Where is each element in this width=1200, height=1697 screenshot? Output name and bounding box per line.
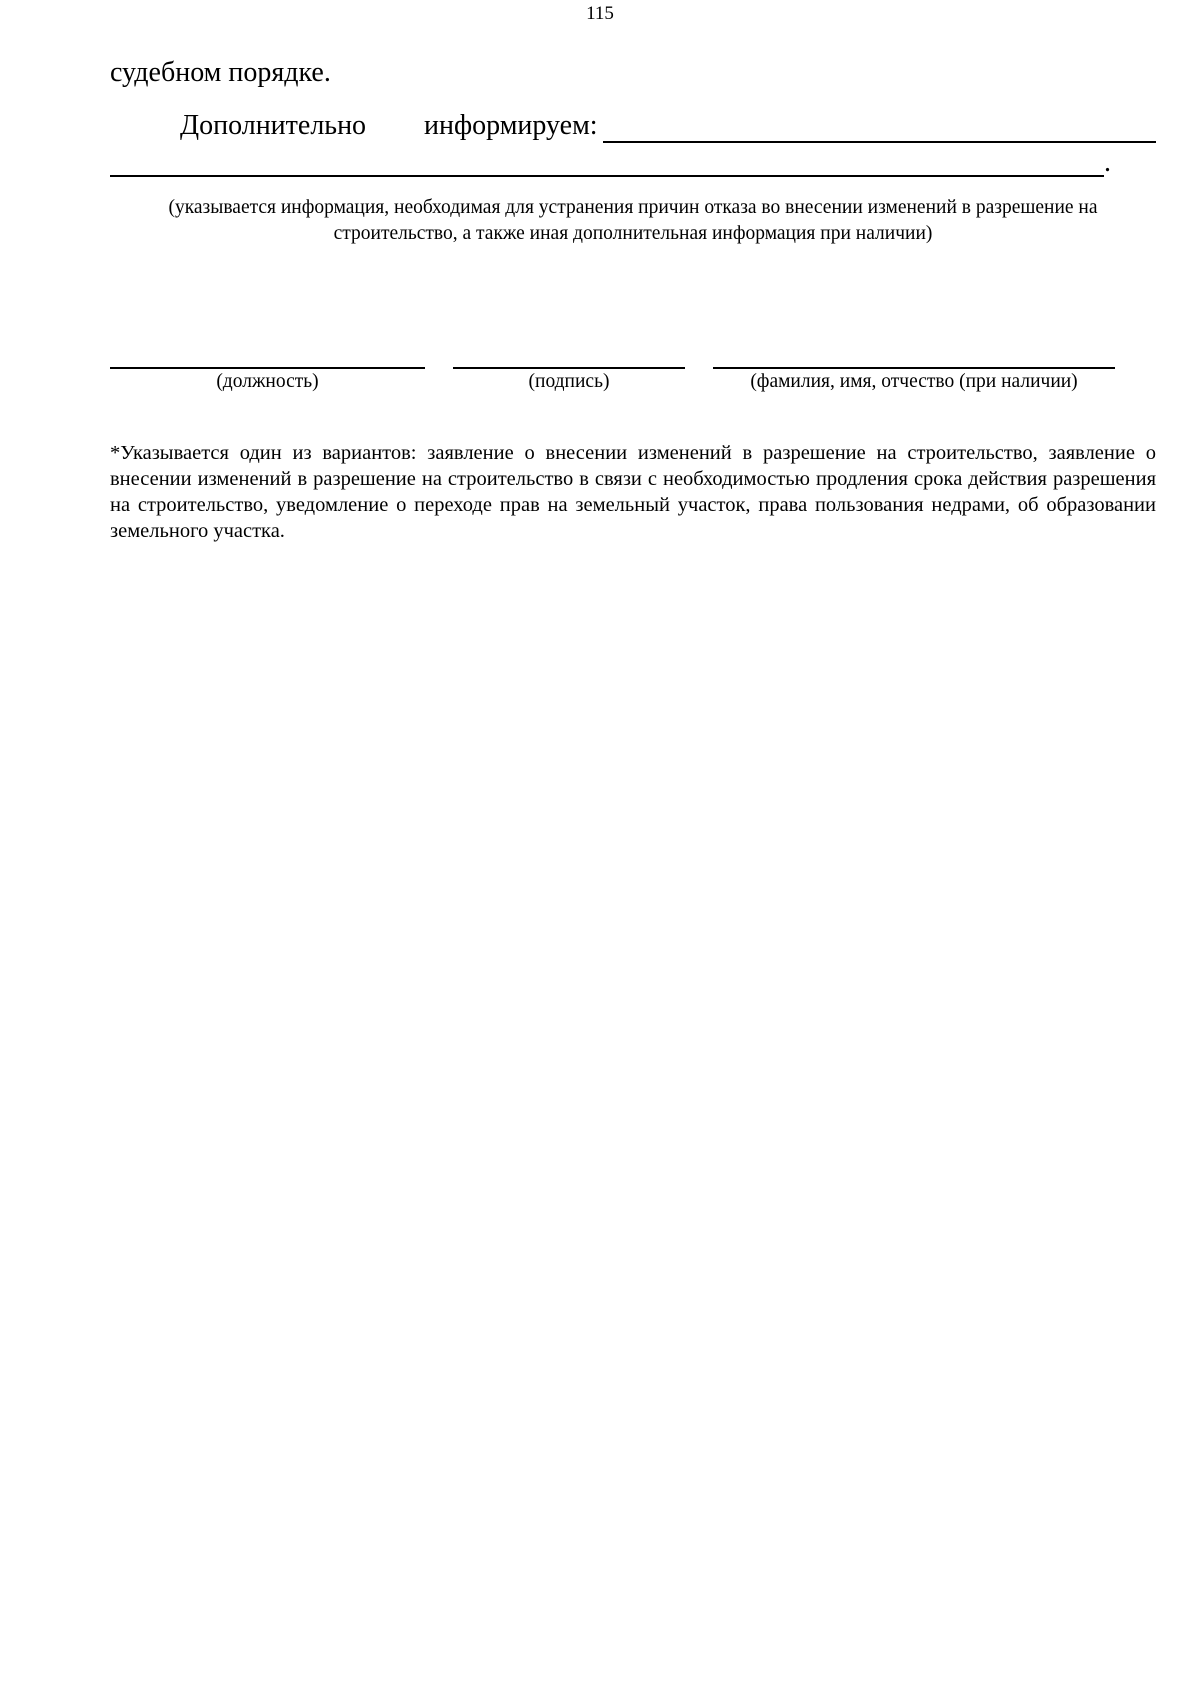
position-caption: (должность)	[216, 371, 319, 392]
additional-info-label-word-2: информируем:	[424, 110, 598, 141]
additional-info-fill-line-2	[110, 175, 1104, 177]
full-name-caption: (фамилия, имя, отчество (при наличии)	[750, 371, 1078, 392]
signature-caption: (подпись)	[528, 371, 610, 392]
position-signature-line	[110, 367, 425, 369]
signature-line	[453, 367, 685, 369]
additional-info-label-word-1: Дополнительно	[180, 110, 367, 141]
additional-info-hint: (указывается информация, необходимая для устранения причин отказа во внесении изменений в разрешение на строительство, а также иная дополнительная информация при наличии)	[168, 197, 1098, 244]
additional-info-end-period: .	[1104, 147, 1111, 178]
additional-info-fill-line-1	[603, 141, 1156, 143]
full-name-signature-line	[713, 367, 1115, 369]
footnote: *Указывается один из вариантов: заявление о внесении изменений в разрешение на строительство, заявление о внесении изменений в разрешение на строительство в связи с необходимостью продления срока действия разрешения на строительство, уведомление о переходе прав на земельный участок, права пользования недрами, об образовании земельного участка.	[110, 442, 1156, 542]
continued-paragraph: судебном порядке.	[110, 57, 331, 88]
page-number: 115	[586, 3, 614, 24]
